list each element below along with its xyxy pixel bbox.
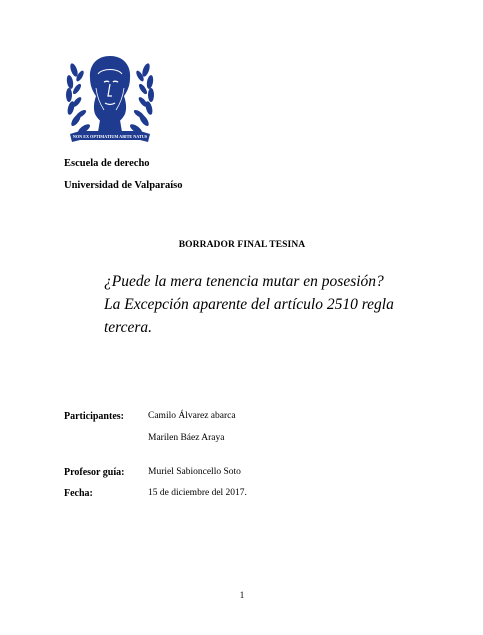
- laurel-right-icon: [129, 62, 155, 135]
- title-line: ¿Puede la mera tenencia mutar en posesión?: [104, 273, 384, 290]
- participant-name: Marilen Báez Araya: [148, 433, 225, 443]
- university-name: Universidad de Valparaíso: [64, 180, 183, 191]
- title-line: tercera.: [104, 319, 153, 336]
- document-subtitle: BORRADOR FINAL TESINA: [178, 240, 306, 250]
- page-number: 1: [239, 590, 245, 600]
- participant-name: Camilo Álvarez abarca: [148, 411, 236, 421]
- banner-text: NON EX OPTIMATIUM ABITE NATUS: [72, 134, 148, 139]
- participants-label: Participantes:: [64, 411, 124, 422]
- professor-name: Muriel Sabioncello Soto: [148, 467, 241, 477]
- date-value: 15 de diciembre del 2017.: [148, 488, 247, 498]
- laurel-left-icon: [66, 62, 92, 135]
- school-name: Escuela de derecho: [64, 158, 150, 169]
- professor-label: Profesor guía:: [64, 467, 125, 478]
- classical-head-icon: [90, 56, 130, 132]
- document-title: [104, 270, 424, 339]
- date-label: Fecha:: [64, 488, 93, 499]
- title-line: La Excepción aparente del artículo 2510 regla: [104, 296, 394, 313]
- university-seal-logo: [60, 48, 160, 148]
